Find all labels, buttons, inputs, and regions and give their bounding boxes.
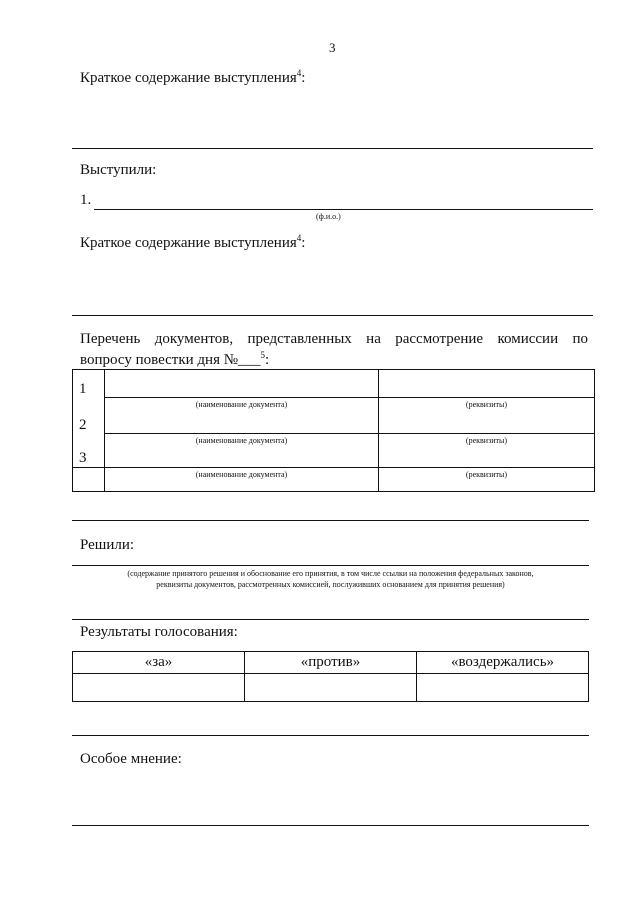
document-details-caption: (реквизиты) — [465, 400, 508, 409]
documents-heading-line2: вопросу повестки дня №___$^5$: — [80, 350, 270, 368]
vote-for-header: «за» — [73, 652, 245, 674]
vote-for-cell[interactable] — [73, 674, 245, 702]
voting-value-row — [73, 674, 589, 702]
documents-heading-line1: Перечень документов, представленных на рассмотрение комиссии по — [80, 331, 588, 347]
speaker-number: 1. — [80, 192, 92, 208]
speakers-label: Выступили: — [80, 162, 157, 178]
document-name-cell[interactable] — [105, 468, 379, 492]
special-opinion-line[interactable] — [72, 825, 589, 826]
document-details-caption: (реквизиты) — [465, 436, 508, 445]
separator-line — [72, 520, 589, 521]
decision-line-2[interactable] — [72, 619, 589, 620]
speech-summary-line — [72, 148, 593, 149]
document-name-caption: (наименование документа) — [195, 436, 288, 445]
vote-abstain-header: «воздержались» — [417, 652, 589, 674]
document-row-number: 2 — [73, 398, 105, 434]
decision-caption-line2: реквизиты документов, рассмотренных комиссией, послуживших основанием для принятия решения) — [156, 580, 505, 589]
speaker-name-line[interactable] — [94, 209, 593, 210]
voting-table — [72, 651, 589, 702]
document-row — [73, 370, 595, 398]
special-opinion-label: Особое мнение: — [80, 751, 182, 767]
vote-against-cell[interactable] — [245, 674, 417, 702]
speech-summary-line-2 — [72, 315, 593, 316]
document-row — [73, 434, 595, 468]
voting-label: Результаты голосования: — [80, 624, 238, 640]
document-details-caption: (реквизиты) — [465, 470, 508, 479]
document-details-cell[interactable] — [379, 370, 595, 398]
decision-caption-line1: (содержание принятого решения и обоснование его принятия, в том числе ссылки на положения федеральных законов, — [127, 569, 534, 578]
document-name-cell[interactable] — [105, 434, 379, 468]
document-row — [73, 398, 595, 434]
decision-line[interactable] — [72, 565, 589, 566]
documents-table — [72, 369, 595, 492]
speech-summary-label-2: Краткое содержание выступления$^4$: — [80, 233, 306, 251]
document-row-number — [73, 468, 105, 492]
voting-header-row — [73, 652, 589, 674]
document-details-cell[interactable] — [379, 434, 595, 468]
document-row — [73, 468, 595, 492]
page-number: 3 — [329, 40, 336, 55]
document-name-caption: (наименование документа) — [195, 470, 288, 479]
document-details-cell[interactable] — [379, 398, 595, 434]
document-row-number: 3 — [73, 434, 105, 468]
vote-abstain-cell[interactable] — [417, 674, 589, 702]
document-details-cell[interactable] — [379, 468, 595, 492]
decided-label: Решили: — [80, 537, 135, 553]
speech-summary-label: Краткое содержание выступления$^4$: — [80, 68, 306, 86]
document-name-caption: (наименование документа) — [195, 400, 288, 409]
document-name-cell[interactable] — [105, 398, 379, 434]
vote-against-header: «против» — [245, 652, 417, 674]
document-name-cell[interactable] — [105, 370, 379, 398]
fio-caption: (ф.и.о.) — [316, 212, 341, 221]
separator-line-2 — [72, 735, 589, 736]
document-row-number: 1 — [73, 370, 105, 398]
